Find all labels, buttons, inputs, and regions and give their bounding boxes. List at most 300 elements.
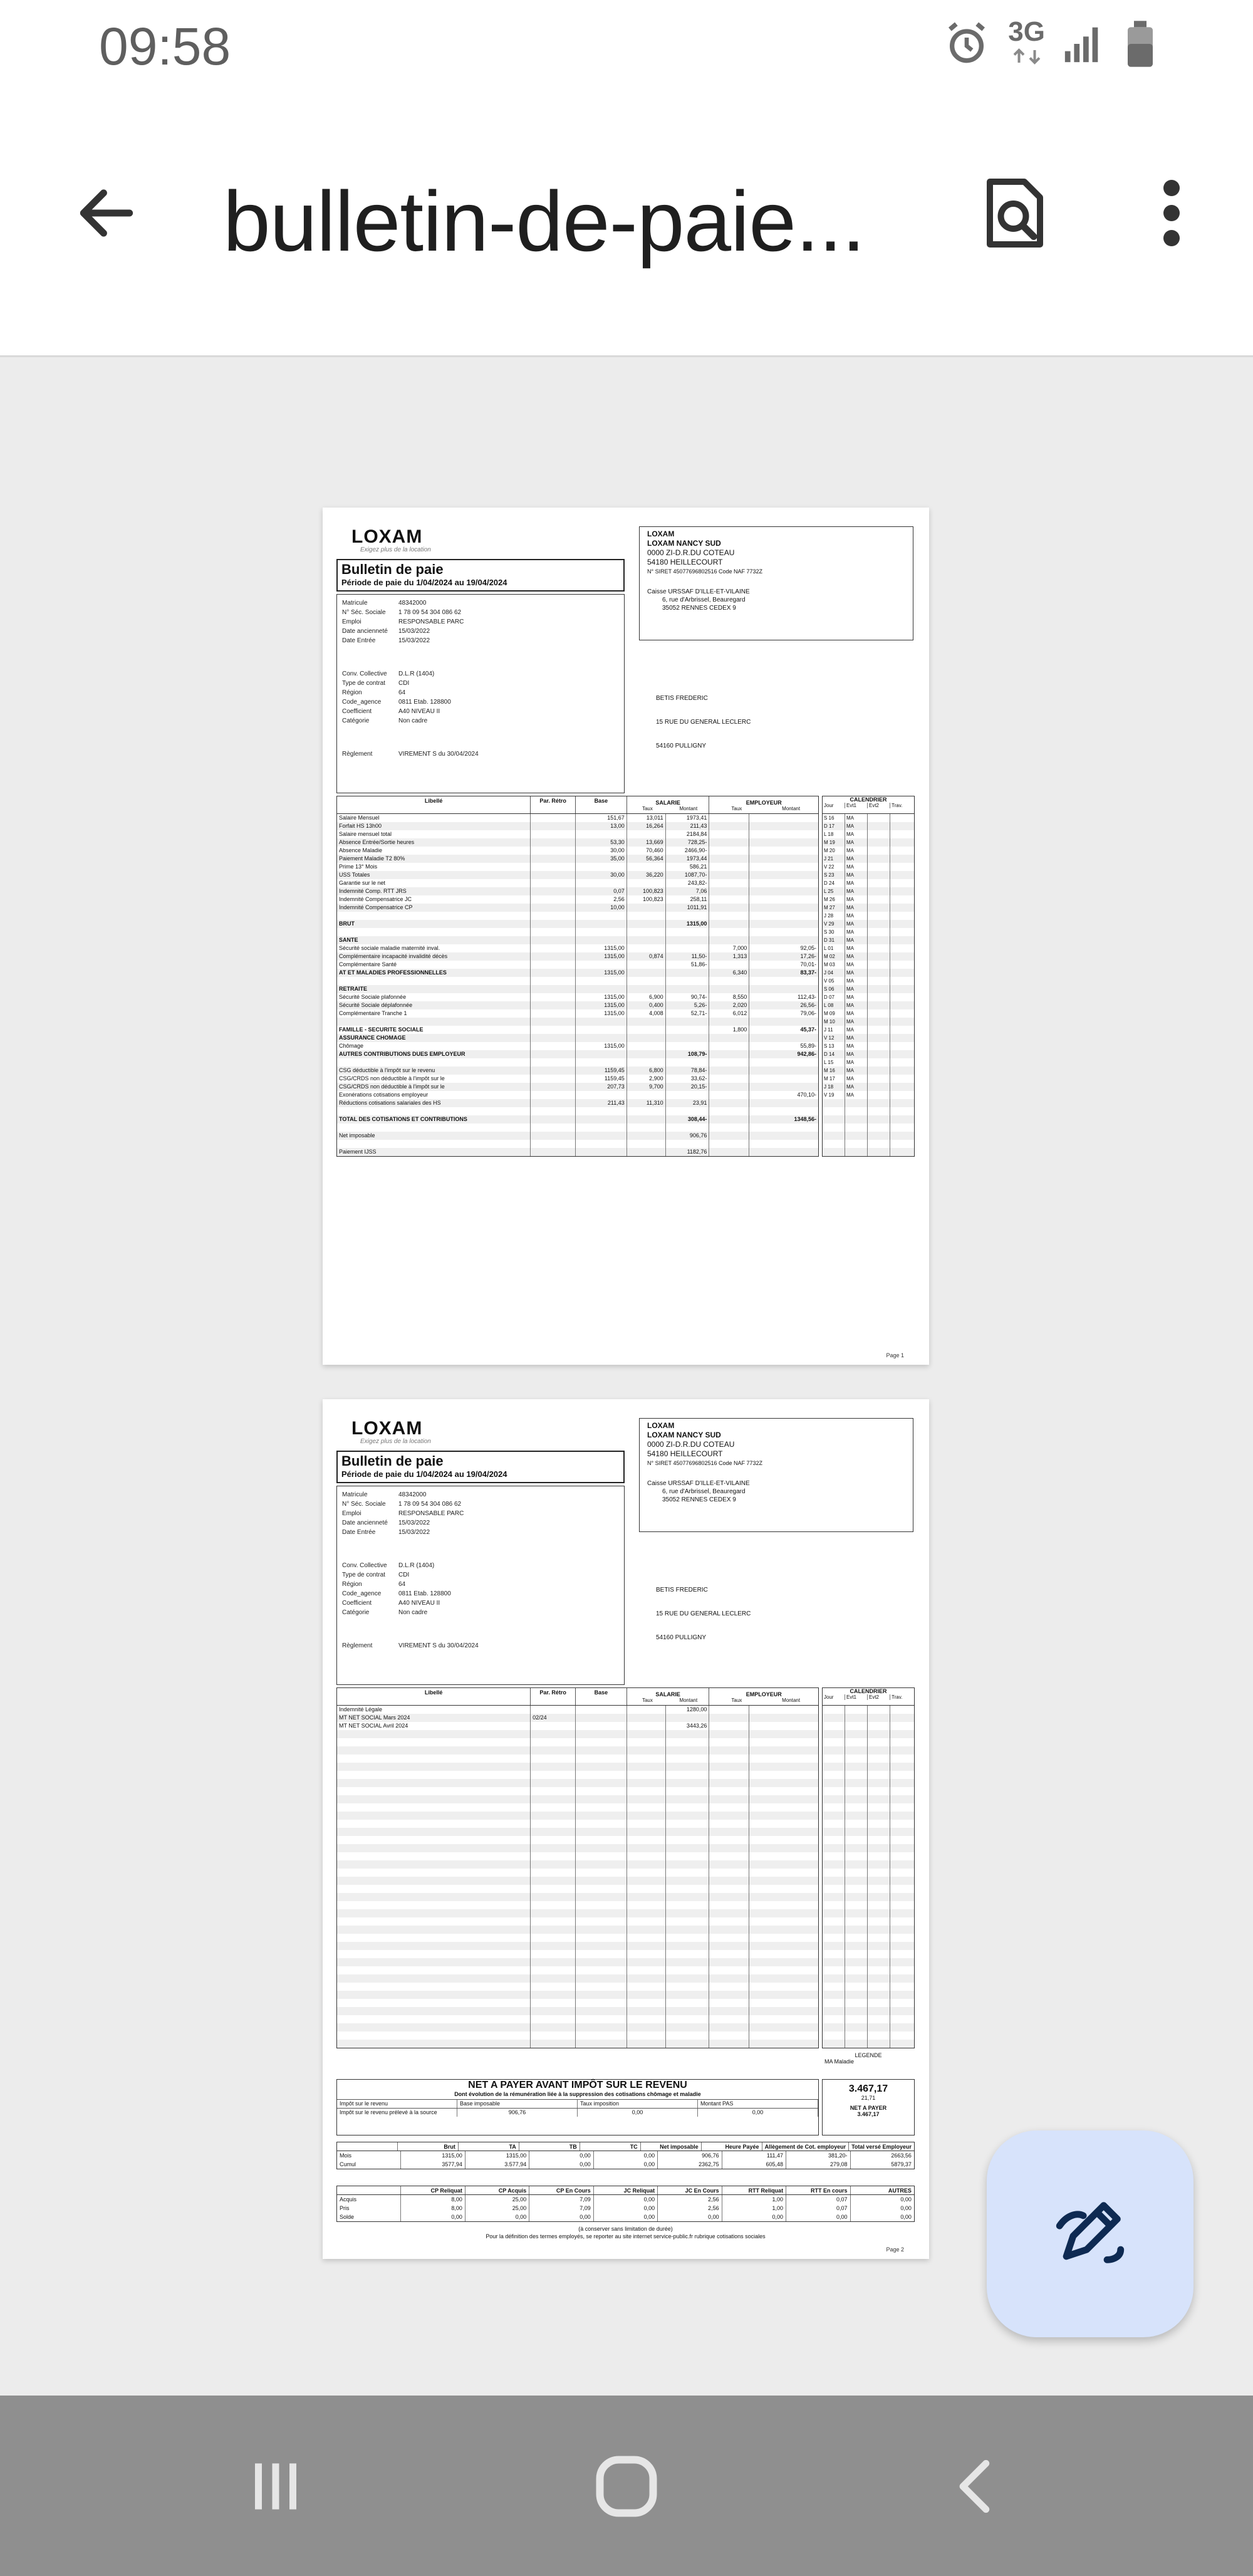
cell-taux bbox=[627, 920, 666, 928]
pdf-page-2[interactable] bbox=[323, 1399, 929, 2259]
cell-montant bbox=[666, 1738, 710, 1746]
calendar-day bbox=[823, 1730, 845, 1738]
cell-montant bbox=[666, 1803, 710, 1812]
header-cell: EMPLOYEUR bbox=[746, 1691, 782, 1697]
cell-employer-taux bbox=[709, 1730, 749, 1738]
cell-libelle bbox=[337, 1983, 531, 1991]
calendar-row bbox=[823, 1909, 914, 1917]
more-vert-icon[interactable] bbox=[1134, 163, 1209, 263]
cell-libelle: AT ET MALADIES PROFESSIONNELLES bbox=[337, 969, 531, 977]
calendar-worked bbox=[890, 1706, 913, 1714]
calendar-worked bbox=[890, 1869, 913, 1877]
calendar-day bbox=[823, 1934, 845, 1942]
cell-libelle bbox=[337, 1852, 531, 1860]
cell-taux bbox=[627, 1877, 666, 1885]
network-label: 3G bbox=[1008, 16, 1045, 47]
table-row bbox=[337, 2023, 818, 2031]
header-cell: Taux bbox=[642, 806, 653, 811]
cell-montant bbox=[666, 1091, 710, 1099]
cell-montant bbox=[666, 1877, 710, 1885]
calendar-worked bbox=[890, 977, 913, 985]
cell: 0,00 bbox=[529, 2160, 593, 2169]
cell-base bbox=[576, 1738, 627, 1746]
cell-base bbox=[576, 920, 627, 928]
info-value: CDI bbox=[398, 680, 410, 687]
cell-employer-montant bbox=[749, 1706, 818, 1714]
calendar-event bbox=[845, 1828, 868, 1836]
cell-par bbox=[531, 1836, 576, 1844]
calendar-event bbox=[845, 1893, 868, 1901]
cell: 1,00 bbox=[722, 2204, 786, 2213]
cell-taux bbox=[627, 1722, 666, 1730]
home-icon[interactable] bbox=[564, 2433, 689, 2540]
calendar-event bbox=[845, 1771, 868, 1779]
cell-employer-taux bbox=[709, 1820, 749, 1828]
calendar-event: MA bbox=[845, 838, 868, 847]
calendar-event: MA bbox=[845, 1009, 868, 1018]
calendar-worked bbox=[890, 1812, 913, 1820]
calendar-row bbox=[823, 977, 914, 985]
calendar-event bbox=[845, 1730, 868, 1738]
cell-employer-montant bbox=[749, 1852, 818, 1860]
table-row bbox=[337, 977, 818, 985]
cell-employer-montant: 70,01- bbox=[800, 961, 816, 967]
cell-employer-taux bbox=[709, 920, 749, 928]
calendar-event2 bbox=[868, 1706, 890, 1714]
cell-employer-montant: 79,06- bbox=[800, 1010, 816, 1016]
tax-header-cell: Impôt sur le revenu bbox=[337, 2100, 457, 2108]
header-cell: Brut bbox=[398, 2142, 459, 2151]
cell-employer-taux bbox=[709, 1018, 749, 1026]
cell-montant bbox=[666, 1844, 710, 1852]
cell: 3577,94 bbox=[401, 2160, 465, 2169]
cell-par bbox=[531, 1812, 576, 1820]
header-cell: RTT En cours bbox=[786, 2186, 850, 2194]
cell: Cumul bbox=[337, 2160, 401, 2169]
calendar-event2 bbox=[868, 1860, 890, 1869]
cell-employer-montant bbox=[749, 1058, 818, 1066]
cell-employer-taux bbox=[709, 1803, 749, 1812]
calendar-worked bbox=[890, 2031, 913, 2040]
cell-par bbox=[531, 1755, 576, 1763]
cell-taux bbox=[627, 1885, 666, 1893]
calendar-day: M 26 bbox=[823, 895, 845, 904]
info-value: 0811 Etab. 128800 bbox=[398, 1590, 451, 1597]
cell-base bbox=[576, 1901, 627, 1909]
cell-employer-taux bbox=[709, 1877, 749, 1885]
cell-taux bbox=[627, 1893, 666, 1901]
cell-base bbox=[576, 1991, 627, 1999]
cell-employer-taux bbox=[709, 2031, 749, 2040]
info-value: D.L.R (1404) bbox=[398, 1562, 435, 1569]
cell-base bbox=[576, 830, 627, 838]
table-row bbox=[337, 1075, 818, 1083]
cell-taux: 0,400 bbox=[627, 1001, 666, 1009]
cell-par bbox=[531, 1869, 576, 1877]
calendar-worked bbox=[890, 1974, 913, 1983]
cell-employer-taux bbox=[709, 912, 749, 920]
calendar-header-cell: Jour bbox=[823, 803, 845, 808]
cell-employer-taux bbox=[709, 879, 749, 887]
calendar-row bbox=[823, 1983, 914, 1991]
calendar-row bbox=[823, 1124, 914, 1132]
calendar-day bbox=[823, 1999, 845, 2007]
table-row bbox=[337, 1795, 818, 1803]
calendar-row bbox=[823, 1706, 914, 1714]
calendar-event2 bbox=[868, 1009, 890, 1018]
info-row bbox=[342, 688, 619, 697]
cell-taux bbox=[627, 1107, 666, 1115]
cell-employer-taux bbox=[709, 855, 749, 863]
calendar-worked bbox=[890, 2007, 913, 2015]
calendar-event2 bbox=[868, 1852, 890, 1860]
cell-base bbox=[576, 1779, 627, 1787]
calendar-row bbox=[823, 969, 914, 977]
cell-employer-montant bbox=[749, 1746, 818, 1755]
table-row bbox=[337, 1755, 818, 1763]
table-row bbox=[337, 1958, 818, 1966]
header-cell: Montant bbox=[782, 1697, 801, 1703]
info-value: D.L.R (1404) bbox=[398, 670, 435, 677]
cell-taux bbox=[627, 928, 666, 936]
calendar-worked bbox=[890, 1714, 913, 1722]
cell-employer-montant bbox=[749, 1893, 818, 1901]
calendar-day bbox=[823, 1820, 845, 1828]
totals-row bbox=[337, 2151, 914, 2160]
calendar-event2 bbox=[868, 952, 890, 961]
cell-taux bbox=[627, 2023, 666, 2031]
cell-base: 13,00 bbox=[576, 822, 627, 830]
calendar-event bbox=[845, 1836, 868, 1844]
cell-taux: 16,264 bbox=[627, 822, 666, 830]
cell: Solde bbox=[337, 2213, 401, 2221]
info-label: Type de contrat bbox=[342, 1572, 385, 1578]
calendar-row bbox=[823, 1942, 914, 1950]
calendar-event bbox=[845, 1926, 868, 1934]
cell-base bbox=[576, 1999, 627, 2007]
calendar-header-cell: Evt2 bbox=[868, 1694, 890, 1700]
table-row bbox=[337, 1763, 818, 1771]
cell-par bbox=[531, 830, 576, 838]
cell-base bbox=[576, 1974, 627, 1983]
header-cell: Taux bbox=[731, 1697, 742, 1703]
recents-icon[interactable] bbox=[213, 2433, 338, 2540]
cell-taux bbox=[627, 944, 666, 952]
table-row bbox=[337, 1966, 818, 1974]
info-row bbox=[342, 1561, 619, 1570]
info-row bbox=[342, 608, 619, 617]
calendar-day bbox=[823, 1852, 845, 1860]
cell-employer-montant bbox=[749, 977, 818, 985]
table-row bbox=[337, 1926, 818, 1934]
calendar-event bbox=[845, 1148, 868, 1156]
legend bbox=[822, 2051, 915, 2066]
table-row bbox=[337, 952, 818, 961]
cell-montant bbox=[666, 1042, 710, 1050]
info-value: 15/03/2022 bbox=[398, 1520, 430, 1526]
cell-libelle bbox=[337, 1140, 531, 1148]
cell: 279,08 bbox=[786, 2160, 850, 2169]
company-info bbox=[639, 1418, 913, 1532]
cell-montant bbox=[666, 1058, 710, 1066]
cell-par bbox=[531, 1026, 576, 1034]
calendar-event: MA bbox=[845, 1050, 868, 1058]
cell-base bbox=[576, 863, 627, 871]
calendar-row bbox=[823, 1018, 914, 1026]
cell-base: 1315,00 bbox=[576, 969, 627, 977]
calendar-event bbox=[845, 1991, 868, 1999]
pdf-page-1[interactable] bbox=[323, 508, 929, 1365]
calendar-worked bbox=[890, 1730, 913, 1738]
info-label: Règlement bbox=[342, 751, 373, 758]
cell-taux bbox=[627, 1148, 666, 1156]
calendar-worked bbox=[890, 1034, 913, 1042]
cell-employer-montant bbox=[749, 1099, 818, 1107]
cell-libelle: Indemnité Compensatrice CP bbox=[337, 904, 531, 912]
calendar-worked bbox=[890, 1828, 913, 1836]
tax-cell: 906,76 bbox=[457, 2109, 578, 2117]
cell-employer-montant bbox=[749, 1066, 818, 1075]
cell-montant bbox=[666, 2040, 710, 2048]
caisse-name: Caisse URSSAF D'ILLE-ET-VILAINE bbox=[647, 1480, 750, 1487]
cell-employer-taux bbox=[709, 1991, 749, 1999]
calendar-row bbox=[823, 1877, 914, 1885]
document-title: bulletin-de-paie... bbox=[223, 174, 865, 269]
calendar-worked bbox=[890, 1746, 913, 1755]
calendar-day: L 15 bbox=[823, 1058, 845, 1066]
cell-employer-montant: 83,37- bbox=[800, 969, 816, 976]
search-document-icon[interactable] bbox=[971, 163, 1059, 263]
table-row bbox=[337, 863, 818, 871]
cell-par bbox=[531, 1999, 576, 2007]
table-row bbox=[337, 1999, 818, 2007]
calendar-event2 bbox=[868, 1763, 890, 1771]
table-row bbox=[337, 1730, 818, 1738]
cell-taux: 4,008 bbox=[627, 1009, 666, 1018]
calendar-event: MA bbox=[845, 863, 868, 871]
cell-employer-taux: 6,340 bbox=[709, 969, 749, 977]
info-row bbox=[342, 598, 619, 608]
calendar-worked bbox=[890, 1066, 913, 1075]
cell-libelle bbox=[337, 1018, 531, 1026]
info-label: Date Entrée bbox=[342, 637, 376, 644]
calendar-event2 bbox=[868, 1983, 890, 1991]
cell-montant: 308,44- bbox=[666, 1115, 710, 1124]
cell-par bbox=[531, 1909, 576, 1917]
calendar-worked bbox=[890, 1755, 913, 1763]
info-row bbox=[342, 669, 619, 679]
cell-employer-montant: 45,37- bbox=[800, 1026, 816, 1033]
calendar-worked bbox=[890, 1099, 913, 1107]
calendar-day bbox=[823, 1966, 845, 1974]
calendar-event: MA bbox=[845, 1026, 868, 1034]
cell-employer-montant bbox=[749, 1763, 818, 1771]
info-value: 64 bbox=[398, 1581, 406, 1588]
calendar-worked bbox=[890, 1958, 913, 1966]
calendar-table bbox=[822, 1687, 915, 2048]
spacer bbox=[342, 726, 619, 749]
cell-taux bbox=[627, 1917, 666, 1926]
calendar-worked bbox=[890, 1885, 913, 1893]
cell-libelle: AUTRES CONTRIBUTIONS DUES EMPLOYEUR bbox=[337, 1050, 531, 1058]
calendar-worked bbox=[890, 1107, 913, 1115]
cell-employer-montant bbox=[749, 1820, 818, 1828]
cell-montant: 906,76 bbox=[666, 1132, 710, 1140]
calendar-event: MA bbox=[845, 977, 868, 985]
info-label: Région bbox=[342, 689, 362, 696]
header-cell: TC bbox=[580, 2142, 641, 2151]
calendar-worked bbox=[890, 952, 913, 961]
table-header bbox=[337, 1688, 818, 1706]
cell-par bbox=[531, 952, 576, 961]
cell-employer-taux bbox=[709, 1115, 749, 1124]
calendar-event bbox=[845, 1950, 868, 1958]
calendar-day bbox=[823, 1926, 845, 1934]
cell-libelle: FAMILLE - SECURITE SOCIALE bbox=[337, 1026, 531, 1034]
calendar-event bbox=[845, 1917, 868, 1926]
info-value: RESPONSABLE PARC bbox=[398, 618, 464, 625]
net-pay-box bbox=[336, 2079, 819, 2135]
info-row bbox=[342, 749, 619, 759]
calendar-worked bbox=[890, 1009, 913, 1018]
cell-libelle: MT NET SOCIAL Mars 2024 bbox=[337, 1714, 531, 1722]
cell-libelle bbox=[337, 1763, 531, 1771]
cell-employer-montant: 17,26- bbox=[800, 953, 816, 959]
cell-employer-montant bbox=[749, 1075, 818, 1083]
cell-libelle: SANTE bbox=[337, 936, 531, 944]
calendar-day bbox=[823, 1844, 845, 1852]
cell-base bbox=[576, 1058, 627, 1066]
cell-par bbox=[531, 1058, 576, 1066]
calendar-worked bbox=[890, 1115, 913, 1124]
table-row bbox=[337, 1787, 818, 1795]
header-group-employeur bbox=[709, 1688, 818, 1705]
cell-par bbox=[531, 1018, 576, 1026]
calendar-worked bbox=[890, 1018, 913, 1026]
leave-row-header bbox=[337, 2186, 914, 2195]
net-to-pay-label: NET A PAYER bbox=[850, 2105, 887, 2111]
cell-base bbox=[576, 1885, 627, 1893]
edit-fab-button[interactable] bbox=[987, 2130, 1193, 2337]
calendar-event2 bbox=[868, 993, 890, 1001]
calendar-event bbox=[845, 1999, 868, 2007]
cell-employer-montant bbox=[749, 1083, 818, 1091]
calendar-row bbox=[823, 1050, 914, 1058]
calendar-event: MA bbox=[845, 969, 868, 977]
calendar-event: MA bbox=[845, 1075, 868, 1083]
calendar-day: J 11 bbox=[823, 1026, 845, 1034]
calendar-header-cell: Trav. bbox=[892, 803, 903, 808]
cell-base: 1315,00 bbox=[576, 993, 627, 1001]
table-row bbox=[337, 1115, 818, 1124]
legend-item: MA Maladie bbox=[824, 2058, 855, 2065]
cell-taux bbox=[627, 912, 666, 920]
table-row bbox=[337, 1974, 818, 1983]
calendar-day bbox=[823, 1771, 845, 1779]
pdf-viewer[interactable] bbox=[0, 359, 1253, 2396]
cell-par bbox=[531, 1950, 576, 1958]
cell-montant: 108,79- bbox=[666, 1050, 710, 1058]
info-label: Emploi bbox=[342, 1510, 361, 1517]
cell-taux bbox=[627, 1795, 666, 1803]
cell-taux bbox=[627, 1909, 666, 1917]
calendar-row bbox=[823, 1787, 914, 1795]
cell-montant bbox=[666, 1991, 710, 1999]
cell-employer-montant: 55,89- bbox=[800, 1043, 816, 1049]
info-label: Catégorie bbox=[342, 1609, 370, 1616]
cell-base: 1159,45 bbox=[576, 1075, 627, 1083]
company-info bbox=[639, 526, 913, 640]
info-value: 64 bbox=[398, 689, 406, 696]
cell: 7,09 bbox=[529, 2204, 593, 2213]
cell-taux bbox=[627, 1852, 666, 1860]
cell-employer-montant bbox=[749, 1999, 818, 2007]
leave-row bbox=[337, 2213, 914, 2221]
info-value: CDI bbox=[398, 1572, 410, 1578]
info-label: Conv. Collective bbox=[342, 670, 387, 677]
cell-employer-montant bbox=[749, 1812, 818, 1820]
info-label: Conv. Collective bbox=[342, 1562, 387, 1569]
cell-employer-taux bbox=[709, 1852, 749, 1860]
calendar-event2 bbox=[868, 969, 890, 977]
cell-employer-montant bbox=[749, 1942, 818, 1950]
calendar-day: M 17 bbox=[823, 1075, 845, 1083]
table-row bbox=[337, 1942, 818, 1950]
calendar-row bbox=[823, 1075, 914, 1083]
calendar-event: MA bbox=[845, 814, 868, 822]
cell-par bbox=[531, 912, 576, 920]
cell-employer-taux bbox=[709, 1974, 749, 1983]
cell-employer-taux bbox=[709, 1942, 749, 1950]
cell-montant bbox=[666, 2007, 710, 2015]
employee-city: 54160 PULLIGNY bbox=[656, 743, 707, 749]
employee-address bbox=[656, 694, 751, 766]
calendar-day bbox=[823, 1974, 845, 1983]
footnote-line: (à conserver sans limitation de durée) bbox=[578, 2226, 673, 2232]
cell-montant bbox=[666, 1771, 710, 1779]
cell-employer-montant bbox=[749, 1901, 818, 1909]
calendar-row bbox=[823, 2015, 914, 2023]
net-pay-title: NET A PAYER AVANT IMPÔT SUR LE REVENU bbox=[468, 2080, 687, 2090]
cell-base: 151,67 bbox=[576, 814, 627, 822]
calendar-row bbox=[823, 855, 914, 863]
calendar-event2 bbox=[868, 887, 890, 895]
cell-libelle bbox=[337, 1730, 531, 1738]
calendar-row bbox=[823, 1714, 914, 1722]
calendar-event: MA bbox=[845, 952, 868, 961]
calendar-day: S 16 bbox=[823, 814, 845, 822]
company-name: LOXAM bbox=[647, 1421, 675, 1430]
cell-base bbox=[576, 2031, 627, 2040]
back-icon[interactable] bbox=[915, 2433, 1040, 2540]
cell-taux: 11,310 bbox=[627, 1099, 666, 1107]
table-row bbox=[337, 1091, 818, 1099]
calendar-event bbox=[845, 1107, 868, 1115]
employee-info bbox=[336, 594, 625, 793]
info-value: RESPONSABLE PARC bbox=[398, 1510, 464, 1517]
back-arrow-icon[interactable] bbox=[63, 169, 150, 257]
cell-montant bbox=[666, 1999, 710, 2007]
cell-montant bbox=[666, 1901, 710, 1909]
cell-employer-taux bbox=[709, 1828, 749, 1836]
cell-base bbox=[576, 1034, 627, 1042]
calendar-day bbox=[823, 2040, 845, 2048]
cell-montant bbox=[666, 1140, 710, 1148]
calendar-event2 bbox=[868, 1828, 890, 1836]
cell-base bbox=[576, 2015, 627, 2023]
calendar-row bbox=[823, 1026, 914, 1034]
table-row bbox=[337, 1140, 818, 1148]
